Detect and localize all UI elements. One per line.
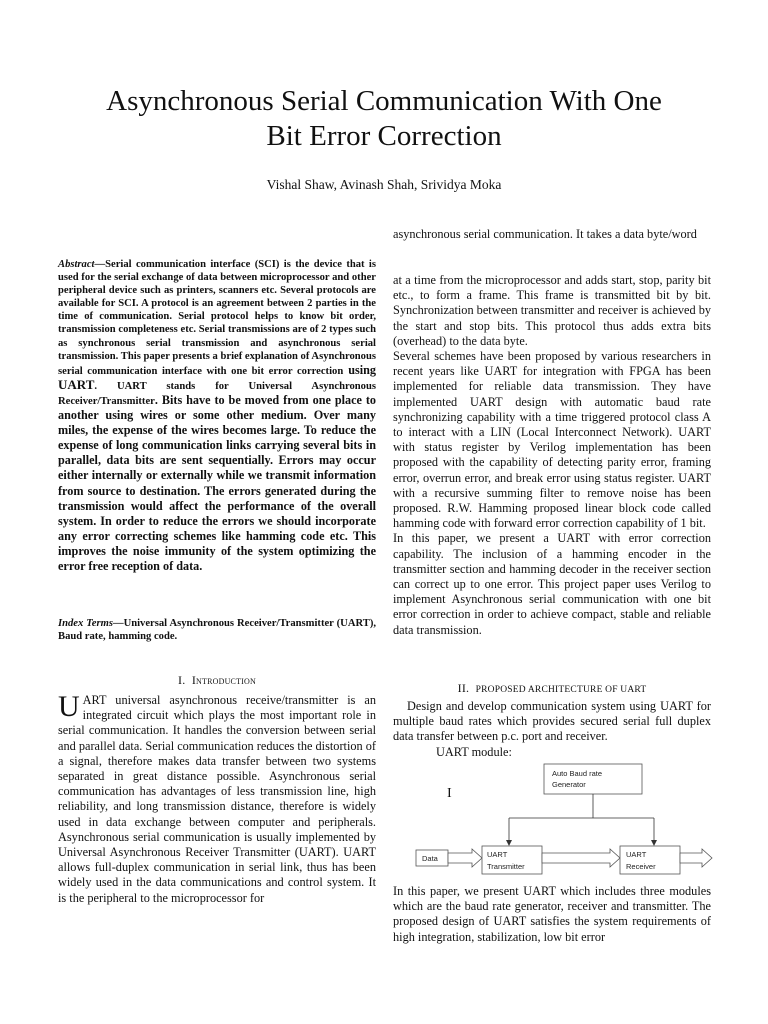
dropcap: U <box>58 690 80 723</box>
right-column-body <box>393 273 711 638</box>
data-label: Data <box>422 854 438 863</box>
stray-mark: I <box>447 786 452 801</box>
bus-to-transmitter-arrowhead <box>506 840 512 846</box>
paper-title <box>40 84 728 154</box>
uart-block-diagram <box>410 760 715 875</box>
uart-module-label: UART module: <box>436 745 512 759</box>
abstract-part-3: . Bits have to be moved from one place to another using wires or some other medium. Over many miles, the expense of the wires becomes large. To reduce the expense of long communication links carrying several bits in parallel, data bits are sent sequentially. Errors may occur either internally or externally while we transmit information from source to destination. The errors generated during the transmission would affect the performance of the overall system. In order to reduce the errors we should incorporate any error correcting schemes like hamming code etc. This improves the noise immunity of the system optimizing the error free reception of data. <box>58 392 376 573</box>
data-to-transmitter-arrow <box>448 849 482 867</box>
baud-generator-label-2: Generator <box>552 780 586 789</box>
closing-paragraph: In this paper, we present UART which includes three modules which are the baud rate generator, receiver and transmitter. The proposed design of UART satisfies the system requirements of high integration, stabilization, low bit error <box>393 884 711 944</box>
abstract-part-1: Serial communication interface (SCI) is the device that is used for the serial exchange of data between microprocessor and other peripheral device such as printers, scanners etc. Several protocols are available for SCI. A protocol is an agreement between 2 parties in the time of communication. Serial protocol helps to know bit order, transmission completeness etc. Serial transmissions are of 2 types such as synchronous serial transmission and asynchronous serial transmission. This paper presents a brief explanation of Asynchronous serial communication interface with one bit error correction <box>58 259 376 377</box>
title-line-2: Bit Error Correction <box>266 120 502 152</box>
section-1-numeral: I. <box>178 673 186 687</box>
abstract-using: using <box>343 362 376 377</box>
receiver-label-2: Receiver <box>626 862 656 871</box>
author-list: Vishal Shaw, Avinash Shah, Srividya Moka <box>266 177 502 192</box>
introduction-text <box>58 690 376 906</box>
index-terms-text: Universal Asynchronous Receiver/Transmitter (UART), Baud rate, hamming code. <box>58 618 376 643</box>
receiver-output-arrow <box>680 849 712 867</box>
section-2-text: Design and develop communication system using UART for multiple baud rates which provides secured serial full duplex data transfer between p.c. port and receiver. <box>393 699 711 744</box>
transmitter-label-2: Transmitter <box>487 862 525 871</box>
section-1-heading <box>58 673 376 688</box>
baud-generator-label-1: Auto Baud rate <box>552 769 603 778</box>
right-paragraph-1: at a time from the microprocessor and adds start, stop, parity bit etc., to form a frame. This frame is transmitted bit by bit. Synchronization between transmitter and receiver is achieved by the start and stop bits. This protocol thus adds extra bits (overhead) to the data byte. <box>393 273 711 348</box>
section-1-title: Introduction <box>191 673 256 687</box>
index-terms <box>58 617 376 643</box>
right-paragraph-2: Several schemes have been proposed by various researchers in recent years like UART for integration with FPGA has been implemented for reliable data transmission. They have implemented UART design with automatic baud rate synchronizing capability with a time triggered protocol class A to interact with a LIN (Local Interconnect Network). UART with status register by Verilog implementation has been proposed with the capability of detecting parity error, framing error, overrun error, and break error using status register. UART with a recursive summing filter to remove noise has been proposed. R.W. Hamming proposed linear block code called hamming code with forward error correction capability of 1 bit. <box>393 349 711 531</box>
transmitter-label-1: UART <box>487 850 508 859</box>
section-2-title: PROPOSED ARCHITECTURE OF UART <box>475 685 647 695</box>
right-paragraph-3: In this paper, we present a UART with error correction capability. The inclusion of a hamming encoder in the transmitter section and hamming decoder in the receiver section can correct up to one error. This project paper uses Verilog to implement Asynchronous serial communication with one bit error correction in order to achieve compact, stable and reliable data transmission. <box>393 531 711 637</box>
bus-to-receiver-arrowhead <box>651 840 657 846</box>
transmitter-to-receiver-arrow <box>542 849 620 867</box>
abstract-part-2: . UART stands for Universal Asynchronous Receiver/Transmitter <box>58 380 376 407</box>
section-2-heading <box>393 681 711 696</box>
section-2-numeral: II. <box>457 681 470 695</box>
title-line-1: Asynchronous Serial Communication With One <box>106 85 662 117</box>
index-terms-dash: — <box>112 618 124 629</box>
index-terms-lead: Index Terms <box>58 618 113 629</box>
abstract-dash: — <box>94 259 106 270</box>
right-column-top-line: asynchronous serial communication. It takes a data byte/word <box>393 227 697 241</box>
abstract-lead: Abstract <box>58 259 95 270</box>
abstract-uart: UART <box>58 376 95 392</box>
abstract <box>58 258 376 574</box>
introduction-body: ART universal asynchronous receive/transmitter is an integrated circuit which plays the most important role in serial communication. It handles the conversion between serial and parallel data. Serial communication reduces the distortion of a signal, therefore makes data transfer between two systems separated in great distance possible. Asynchronous serial communication has advantages of less transmission line, high reliability, and long transmission distance, therefore is widely used in data exchange between computer and peripherals. Asynchronous serial communication is usually implemented by Universal Asynchronous Receiver Transmitter (UART). UART allows full-duplex communication in serial link, thus has been widely used in the data communications and control system. It is the peripheral to the microprocessor for <box>58 693 376 905</box>
receiver-label-1: UART <box>626 850 647 859</box>
